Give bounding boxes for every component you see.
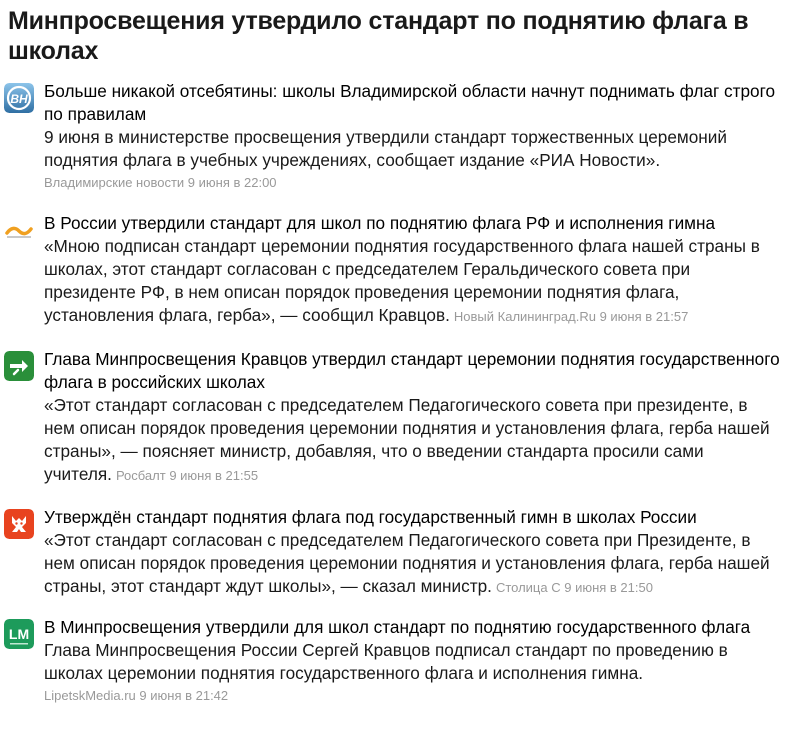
svg-text:LM: LM	[8, 626, 30, 642]
news-item-title[interactable]: Утверждён стандарт поднятия флага под государственный гимн в школах России	[44, 507, 697, 527]
news-item-source[interactable]: LipetskMedia.ru	[44, 688, 136, 703]
news-item-snippet: «Мною подписан стандарт церемонии поднятия государственного флага нашей страны в школах, этот стандарт согласован с председателем Геральдического совета при президенте РФ, в нем описан порядок проведения церемонии поднятия флага, установления флага, герба», — сообщил Кравцов. Новый Калининград.Ru 9 июня в 21:57	[44, 236, 760, 325]
news-item-source[interactable]: Новый Калининград.Ru	[453, 309, 596, 324]
news-item-snippet: «Этот стандарт согласован с председателем Педагогического совета при президенте, в нем описан порядок проведения церемонии поднятия и установления флага, герба нашей страны», — поясняет министр, добавляя, что о введении стандарта просили сами учителя. Росбалт 9 июня в 21:55	[44, 395, 770, 484]
news-item-time: 9 июня в 21:55	[169, 468, 259, 483]
news-item-title[interactable]: В Минпросвещения утвердили для школ стандарт по поднятию государственного флага	[44, 617, 751, 637]
rosbalt-logo-icon[interactable]	[4, 351, 34, 381]
news-item-time: 9 июня в 21:42	[139, 688, 229, 703]
news-item-snippet: Глава Минпросвещения России Сергей Кравцов подписал стандарт по проведению в школах церемонии поднятия государственного флага и исполнения гимна.	[44, 640, 728, 683]
news-item-title[interactable]: В России утвердили стандарт для школ по поднятию флага РФ и исполнения гимна	[44, 213, 716, 233]
news-item-source[interactable]: Росбалт	[115, 468, 166, 483]
news-item-title[interactable]: Больше никакой отсебятины: школы Владимирской области начнут поднимать флаг строго по правилам	[44, 81, 776, 124]
stolitsa-s-logo-icon[interactable]	[4, 509, 34, 539]
news-item-meta	[44, 688, 782, 703]
vladimir-news-logo-icon[interactable]	[4, 83, 34, 113]
news-item-source[interactable]: Столица С	[495, 580, 561, 595]
news-item-source[interactable]: Владимирские новости	[44, 175, 185, 190]
page-title: Минпросвещения утвердило стандарт по поднятию флага в школах	[8, 7, 749, 65]
svg-text:ВН: ВН	[10, 92, 28, 106]
news-item-time: 9 июня в 22:00	[187, 175, 277, 190]
news-item-time: 9 июня в 21:57	[599, 309, 689, 324]
news-item-snippet: «Этот стандарт согласован с председателем Педагогического совета при Президенте, в нем описан порядок проведения церемонии поднятия и установления флага, герба нашей страны, этот стандарт ждут школы», — сказал министр. Столица С 9 июня в 21:50	[44, 530, 770, 596]
new-kaliningrad-logo-icon[interactable]	[4, 214, 34, 244]
news-item-meta	[496, 580, 653, 595]
news-item-meta	[454, 309, 688, 324]
news-item-meta	[44, 175, 782, 190]
news-item-title[interactable]: Глава Минпросвещения Кравцов утвердил стандарт церемонии поднятия государственного флага в российских школах	[44, 349, 780, 392]
news-item-meta	[116, 468, 258, 483]
news-item-snippet: 9 июня в министерстве просвещения утвердили стандарт торжественных церемоний поднятия флага в учебных учреждениях, сообщает издание «РИА Новости».	[44, 127, 727, 170]
lipetskmedia-logo-icon[interactable]	[4, 619, 34, 649]
news-item-time: 9 июня в 21:50	[564, 580, 653, 595]
